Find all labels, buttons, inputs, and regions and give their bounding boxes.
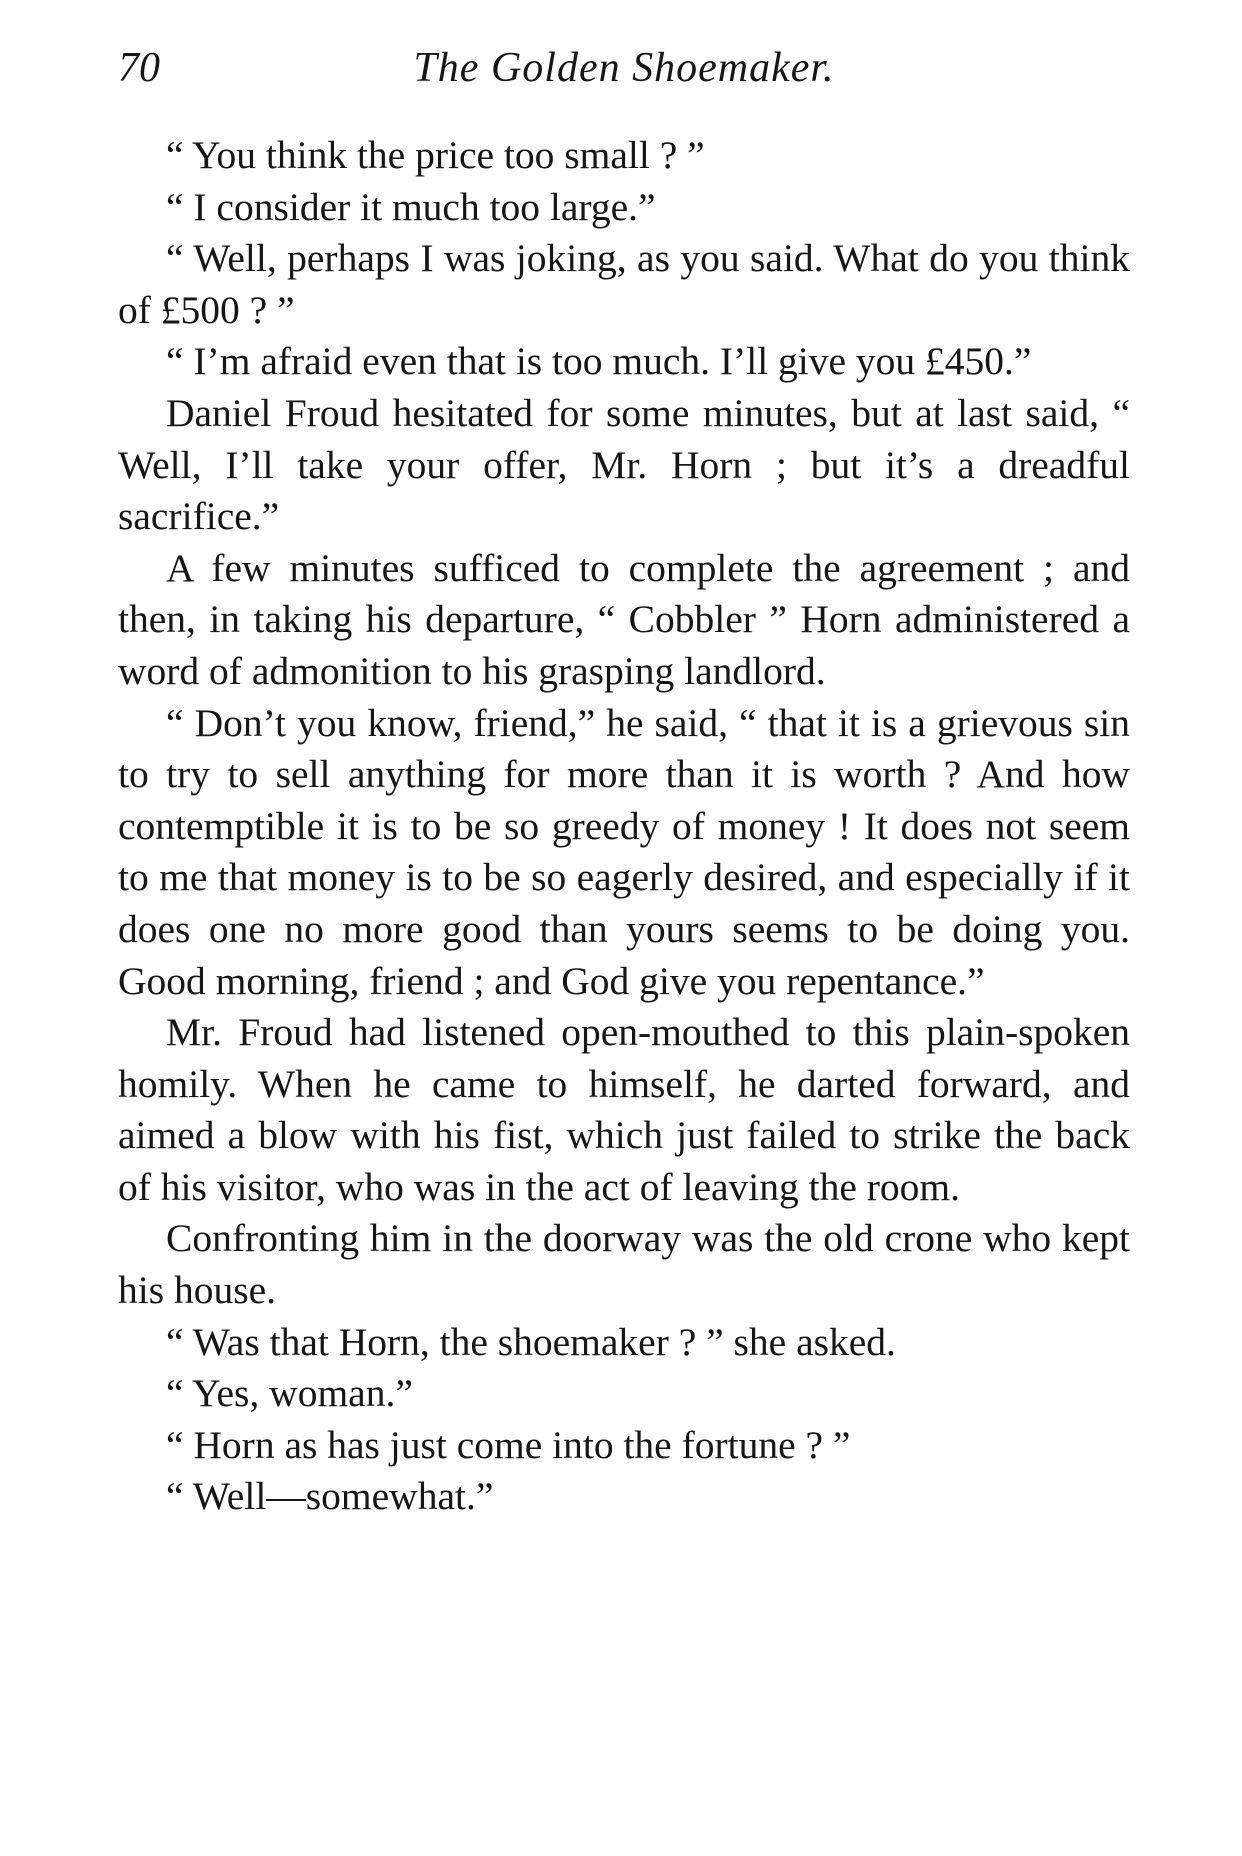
paragraph-3: “ Well, perhaps I was joking, as you said. What do you think of £500 ? ” <box>118 236 1130 332</box>
paragraph-8: Mr. Froud had listened open-mouthed to this plain-spoken homily. When he came to himself, he darted forward, and aimed a blow with his fist, which just failed to strike the back of his visitor, who was in the act of leaving the room. <box>118 1010 1130 1209</box>
paragraph-7: “ Don’t you know, friend,” he said, “ that it is a grievous sin to try to sell anything for more than it is worth ? And how contemptible it is to be so greedy of money ! It does not seem to me that money is to be so eagerly desired, and especially if it does one no more good than yours seems to be doing you. Good morning, friend ; and God give you repentance.” <box>118 700 1130 1003</box>
running-title: The Golden Shoemaker. <box>413 45 835 91</box>
paragraph-1: “ You think the price too small ? ” <box>166 133 705 177</box>
page-number: 70 <box>118 45 160 91</box>
paragraph-2: “ I consider it much too large.” <box>166 184 656 229</box>
paragraph-12: “ Horn as has just come into the fortune ? ” <box>166 1422 851 1467</box>
paragraph-10: “ Was that Horn, the shoemaker ? ” she asked. <box>166 1319 896 1364</box>
paragraph-13: “ Well—somewhat.” <box>166 1474 494 1519</box>
paragraph-5: Daniel Froud hesitated for some minutes, but at last said, “ Well, I’ll take your offer, Mr. Horn ; but it’s a dreadful sacrifice.” <box>118 390 1130 539</box>
paragraph-11: “ Yes, woman.” <box>166 1371 413 1416</box>
paragraph-9: Confronting him in the doorway was the old crone who kept his house. <box>118 1216 1130 1313</box>
body-text <box>118 130 1130 1523</box>
running-head <box>118 38 1130 98</box>
paragraph-6: A few minutes sufficed to complete the agreement ; and then, in taking his departure, “ Cobbler ” Horn administered a word of admonition to his grasping landlord. <box>118 545 1130 693</box>
paragraph-4: “ I’m afraid even that is too much. I’ll give you £450.” <box>166 339 1032 384</box>
